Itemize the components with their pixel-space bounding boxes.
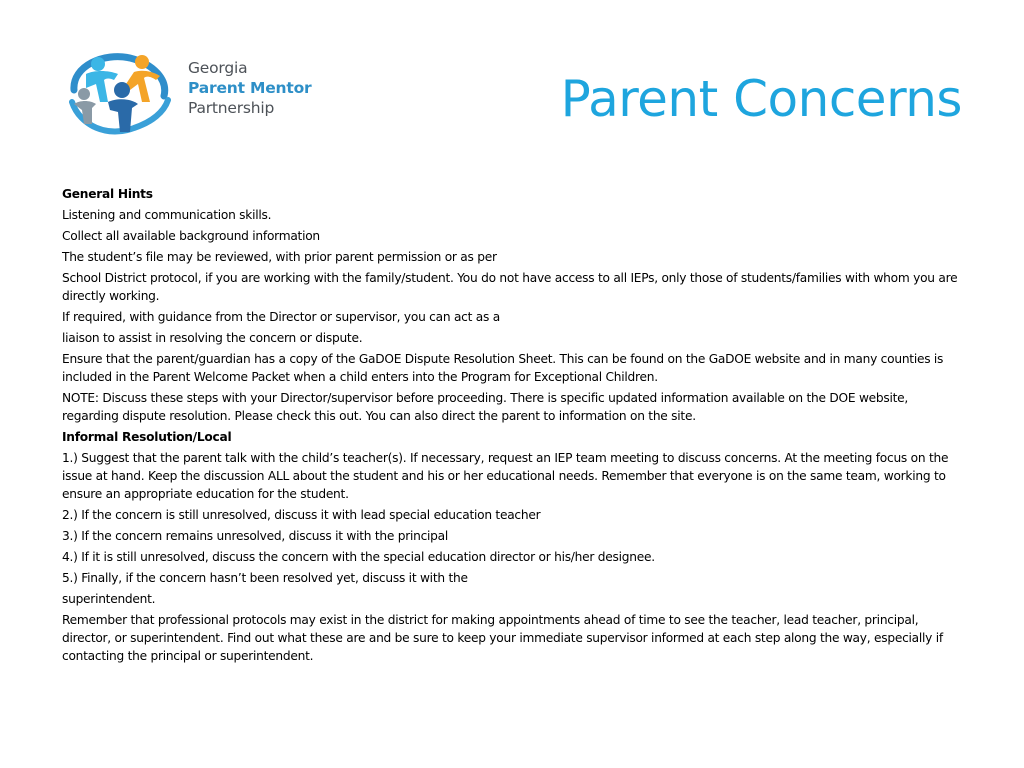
logo-line-georgia: Georgia (188, 59, 248, 77)
paragraph: Collect all available background information (62, 228, 320, 243)
paragraph: The student’s file may be reviewed, with prior parent permission or as per (62, 249, 497, 264)
paragraph: 1.) Suggest that the parent talk with the child’s teacher(s). If necessary, request an IEP team meeting to discuss concerns. At the meeting focus on the issue at hand. Keep the discussion ALL about the student and his or her educational needs. Remember that everyone is on the same team, working to ensure an appropriate education for the student. (62, 450, 949, 502)
paragraph: liaison to assist in resolving the concern or dispute. (62, 330, 363, 345)
page-title: Parent Concerns (560, 70, 962, 128)
heading-general-hints: General Hints (62, 187, 153, 201)
logo-line-partnership: Partnership (188, 99, 275, 117)
paragraph: NOTE: Discuss these steps with your Director/supervisor before proceeding. There is specific updated information available on the DOE website, regarding dispute resolution. Please check this out. You can also direct the parent to information on the site. (62, 390, 909, 424)
paragraph: School District protocol, if you are working with the family/student. You do not have access to all IEPs, only those of students/families with whom you are directly working. (62, 270, 958, 303)
paragraph: 3.) If the concern remains unresolved, discuss it with the principal (62, 529, 449, 544)
paragraph: Listening and communication skills. (62, 207, 272, 222)
paragraph: 2.) If the concern is still unresolved, discuss it with lead special education teacher (62, 508, 541, 523)
heading-informal-resolution: Informal Resolution/Local (62, 429, 232, 444)
logo-text (188, 58, 311, 118)
logo-line-parent-mentor: Parent Mentor (188, 79, 312, 97)
paragraph: superintendent. (62, 591, 156, 606)
people-circle-logo-icon (64, 46, 180, 142)
paragraph: Remember that professional protocols may exist in the district for making appointments ahead of time to see the teacher, lead teacher, principal, director, or superintendent. Find out what these are and be sure to keep your immediate supervisor informed at each step along the way, especially if contacting the principal or superintendent. (62, 612, 943, 664)
paragraph: Ensure that the parent/guardian has a copy of the GaDOE Dispute Resolution Sheet. This can be found on the GaDOE website and in many counties is included in the Parent Welcome Packet when a child enters into the Program for Exceptional Children. (62, 351, 944, 384)
paragraph: 4.) If it is still unresolved, discuss the concern with the special education director or his/her designee. (62, 550, 655, 565)
paragraph: If required, with guidance from the Director or supervisor, you can act as a (62, 309, 500, 324)
body-text (62, 185, 962, 668)
paragraph: 5.) Finally, if the concern hasn’t been resolved yet, discuss it with the (62, 570, 468, 585)
logo (64, 46, 314, 142)
